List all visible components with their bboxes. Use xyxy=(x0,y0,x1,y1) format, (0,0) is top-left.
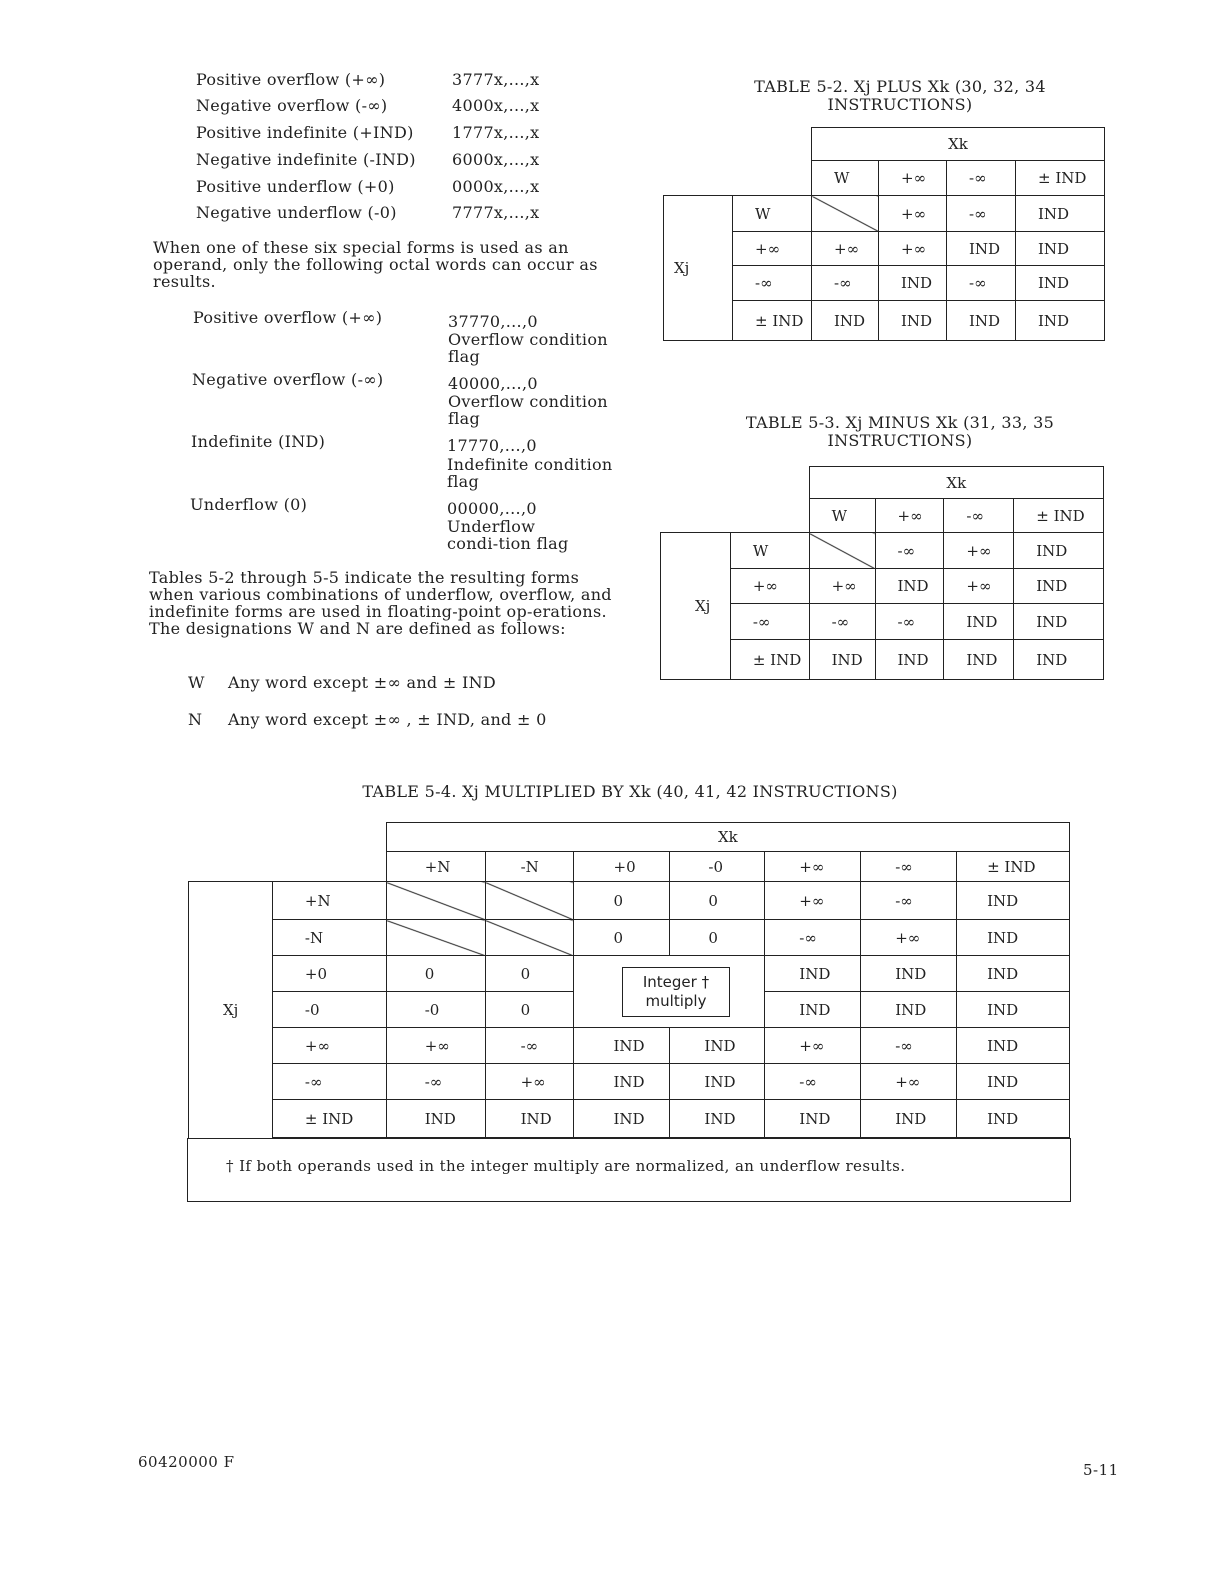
row-header: ± IND xyxy=(733,301,812,341)
col-header: W xyxy=(812,161,879,196)
cell: +∞ xyxy=(861,920,957,956)
table-5-4-footnote: † If both operands used in the integer multiply are normalized, an underflow results. xyxy=(187,1138,1071,1202)
cell: IND xyxy=(765,1100,861,1138)
cell: +∞ xyxy=(765,882,861,920)
cell: +∞ xyxy=(386,1028,485,1064)
table-5-3 xyxy=(660,466,1104,680)
col-header: +N xyxy=(386,852,485,882)
cell: +∞ xyxy=(944,569,1014,604)
cell: -∞ xyxy=(861,882,957,920)
cell: IND xyxy=(944,640,1014,680)
result-label: Positive overflow (+∞) xyxy=(193,308,383,327)
cell: IND xyxy=(957,992,1070,1028)
diagonal-cell xyxy=(809,533,875,569)
result-note: Indefinite condition flag xyxy=(447,455,613,491)
doc-number: 60420000 F xyxy=(138,1453,235,1471)
cell: IND xyxy=(957,882,1070,920)
special-form-row: Negative underflow (-0) 7777x,...,x xyxy=(196,203,540,222)
cell: IND xyxy=(573,1100,670,1138)
cell: IND xyxy=(812,301,879,341)
cell: IND xyxy=(765,956,861,992)
integer-multiply-box: Integer † multiply xyxy=(622,967,730,1017)
cell: -∞ xyxy=(765,920,861,956)
result-label: Underflow (0) xyxy=(190,495,308,514)
cell: +∞ xyxy=(809,569,875,604)
cell: IND xyxy=(957,1100,1070,1138)
cell: 0 xyxy=(573,882,670,920)
cell: -∞ xyxy=(947,196,1016,232)
cell: -∞ xyxy=(809,604,875,640)
cell: IND xyxy=(670,1064,765,1100)
xj-header: Xj xyxy=(661,533,731,680)
col-header: -N xyxy=(485,852,573,882)
table-5-4-caption: TABLE 5-4. Xj MULTIPLIED BY Xk (40, 41, 42 INSTRUCTIONS) xyxy=(362,782,898,801)
col-header: +∞ xyxy=(765,852,861,882)
result-value: 40000,...,0 xyxy=(448,374,538,393)
row-header: -∞ xyxy=(730,604,809,640)
page-number: 5-11 xyxy=(1083,1461,1119,1479)
cell: -∞ xyxy=(765,1064,861,1100)
cell: IND xyxy=(386,1100,485,1138)
col-header: +0 xyxy=(573,852,670,882)
col-header: W xyxy=(809,499,875,533)
cell: -∞ xyxy=(812,266,879,301)
cell: IND xyxy=(1016,266,1105,301)
xj-header: Xj xyxy=(189,882,273,1138)
cell: IND xyxy=(1014,640,1104,680)
tables-paragraph: Tables 5-2 through 5-5 indicate the resulting forms when various combinations of underflow, overflow, and indefinite forms are used in floating-point op-erations. The designations W and N are defined as follows: xyxy=(149,568,612,638)
result-note: Overflow condition flag xyxy=(448,392,608,428)
cell: 0 xyxy=(670,920,765,956)
cell: IND xyxy=(809,640,875,680)
cell: IND xyxy=(670,1028,765,1064)
cell: -∞ xyxy=(875,533,944,569)
row-header: +∞ xyxy=(733,232,812,266)
xj-header: Xj xyxy=(664,196,733,341)
table-5-2-caption: TABLE 5-2. Xj PLUS Xk (30, 32, 34 INSTRUCTIONS) xyxy=(754,77,1046,114)
cell: IND xyxy=(1016,196,1105,232)
cell: +∞ xyxy=(861,1064,957,1100)
cell: IND xyxy=(1014,533,1104,569)
cell: IND xyxy=(957,920,1070,956)
cell: IND xyxy=(573,1028,670,1064)
cell: +∞ xyxy=(485,1064,573,1100)
cell: IND xyxy=(861,992,957,1028)
row-header: +N xyxy=(272,882,386,920)
cell: 0 xyxy=(386,956,485,992)
special-form-row: Positive underflow (+0) 0000x,...,x xyxy=(196,177,540,196)
cell: 0 xyxy=(485,956,573,992)
cell: IND xyxy=(957,1028,1070,1064)
cell: IND xyxy=(879,301,947,341)
intro-paragraph: When one of these six special forms is used as an operand, only the following octal words can occur as results. xyxy=(153,238,598,291)
table-5-2 xyxy=(663,127,1105,341)
col-header: ± IND xyxy=(1014,499,1104,533)
cell: -∞ xyxy=(485,1028,573,1064)
row-header: +∞ xyxy=(272,1028,386,1064)
col-header: -∞ xyxy=(947,161,1016,196)
definition-w: W Any word except ±∞ and ± IND xyxy=(188,673,497,692)
result-label: Indefinite (IND) xyxy=(191,432,326,451)
special-form-row: Positive overflow (+∞) 3777x,...,x xyxy=(196,70,540,89)
cell: IND xyxy=(670,1100,765,1138)
row-header: W xyxy=(733,196,812,232)
cell: 0 xyxy=(573,920,670,956)
cell: +∞ xyxy=(944,533,1014,569)
row-header: -∞ xyxy=(733,266,812,301)
row-header: -N xyxy=(272,920,386,956)
row-header: ± IND xyxy=(272,1100,386,1138)
cell: 0 xyxy=(670,882,765,920)
cell: -∞ xyxy=(947,266,1016,301)
result-value: 00000,...,0 xyxy=(447,499,537,518)
cell: 0 xyxy=(485,992,573,1028)
row-header: W xyxy=(730,533,809,569)
xk-header: Xk xyxy=(812,128,1105,161)
col-header: ± IND xyxy=(957,852,1070,882)
cell: -∞ xyxy=(386,1064,485,1100)
cell: -0 xyxy=(386,992,485,1028)
diagonal-cell xyxy=(485,882,573,920)
diagonal-cell xyxy=(485,920,573,956)
xk-header: Xk xyxy=(386,823,1069,852)
cell: +∞ xyxy=(765,1028,861,1064)
special-form-row: Positive indefinite (+IND) 1777x,...,x xyxy=(196,123,540,142)
row-header: ± IND xyxy=(730,640,809,680)
col-header: -∞ xyxy=(861,852,957,882)
result-value: 17770,...,0 xyxy=(447,436,537,455)
col-header: -0 xyxy=(670,852,765,882)
diagonal-cell xyxy=(812,196,879,232)
result-label: Negative overflow (-∞) xyxy=(192,370,384,389)
col-header: -∞ xyxy=(944,499,1014,533)
diagonal-cell xyxy=(386,920,485,956)
row-header: +∞ xyxy=(730,569,809,604)
col-header: +∞ xyxy=(875,499,944,533)
col-header: +∞ xyxy=(879,161,947,196)
cell: IND xyxy=(1016,232,1105,266)
diagonal-cell xyxy=(386,882,485,920)
cell: -∞ xyxy=(861,1028,957,1064)
cell: IND xyxy=(957,956,1070,992)
cell: +∞ xyxy=(879,232,947,266)
row-header: -0 xyxy=(272,992,386,1028)
cell: IND xyxy=(765,992,861,1028)
col-header: ± IND xyxy=(1016,161,1105,196)
result-value: 37770,...,0 xyxy=(448,312,538,331)
xk-header: Xk xyxy=(809,467,1103,499)
cell: IND xyxy=(1014,604,1104,640)
cell: IND xyxy=(875,640,944,680)
definition-n: N Any word except ±∞ , ± IND, and ± 0 xyxy=(188,710,547,729)
result-note: Overflow condition flag xyxy=(448,330,608,366)
special-form-row: Negative overflow (-∞) 4000x,...,x xyxy=(196,96,540,115)
cell: +∞ xyxy=(879,196,947,232)
cell: IND xyxy=(861,1100,957,1138)
special-form-row: Negative indefinite (-IND) 6000x,...,x xyxy=(196,150,540,169)
cell: +∞ xyxy=(812,232,879,266)
result-note: Underflow condi-tion flag xyxy=(447,517,569,553)
cell: IND xyxy=(957,1064,1070,1100)
cell: IND xyxy=(485,1100,573,1138)
cell: IND xyxy=(573,1064,670,1100)
cell: IND xyxy=(875,569,944,604)
row-header: +0 xyxy=(272,956,386,992)
table-5-3-caption: TABLE 5-3. Xj MINUS Xk (31, 33, 35 INSTRUCTIONS) xyxy=(745,413,1055,450)
cell: IND xyxy=(944,604,1014,640)
cell: -∞ xyxy=(875,604,944,640)
cell: IND xyxy=(879,266,947,301)
cell: IND xyxy=(1014,569,1104,604)
row-header: -∞ xyxy=(272,1064,386,1100)
cell: IND xyxy=(947,301,1016,341)
cell: IND xyxy=(947,232,1016,266)
cell: IND xyxy=(861,956,957,992)
cell: IND xyxy=(1016,301,1105,341)
